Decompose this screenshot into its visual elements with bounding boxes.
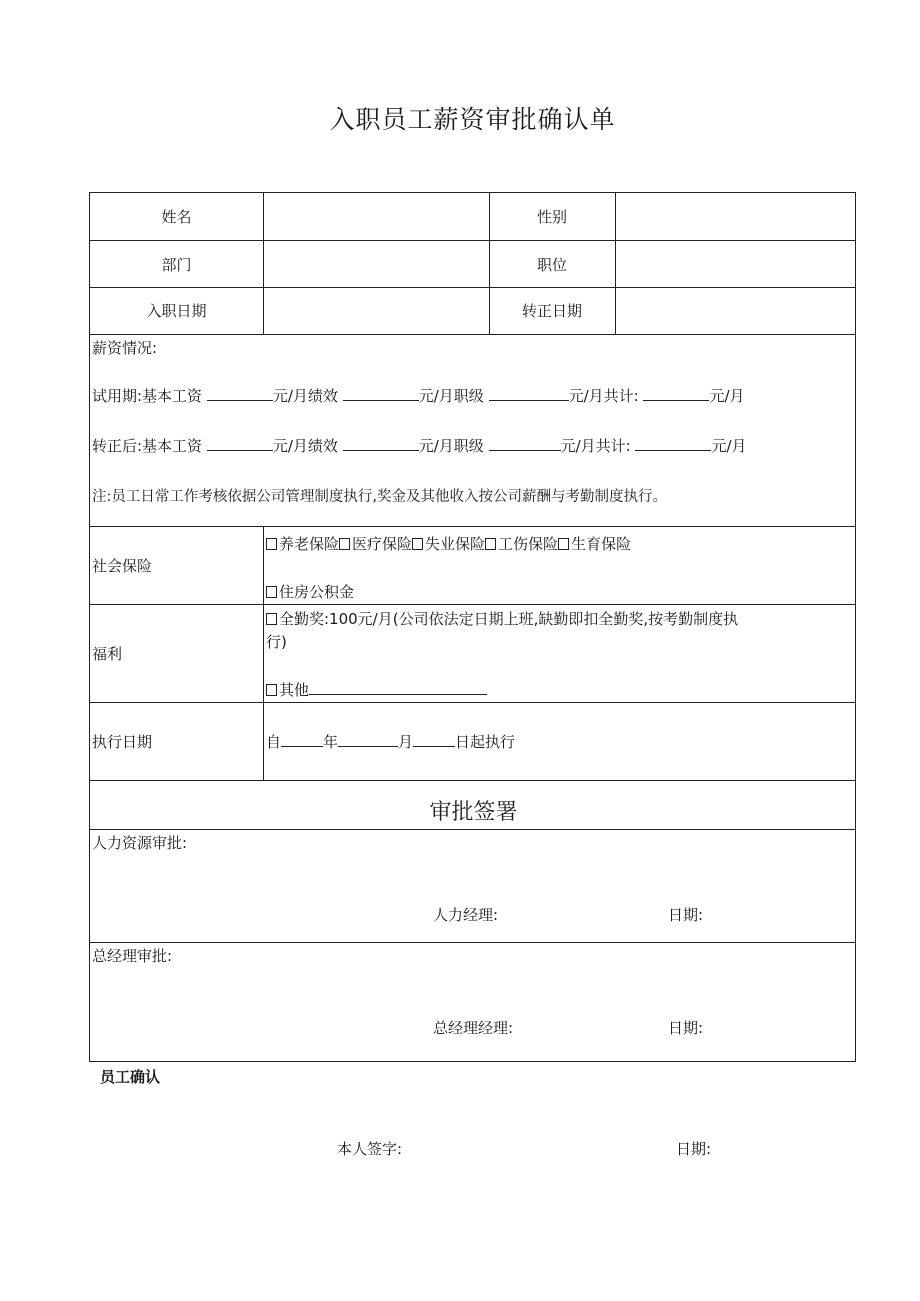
row-divider	[90, 942, 855, 943]
other-blank	[309, 680, 487, 695]
page-title: 入职员工薪资审批确认单	[329, 105, 616, 134]
blank	[343, 386, 419, 401]
attendance-line	[266, 609, 738, 629]
blank	[489, 436, 561, 451]
from-label: 自	[266, 733, 282, 751]
injury-checkbox[interactable]	[485, 538, 496, 550]
effective-label: 执行日期	[92, 733, 153, 751]
position-label: 职位	[536, 256, 567, 274]
attendance-text: 全勤奖:100元/月(公司依法定日期上班,缺勤即扣全勤奖,按考勤制度执	[279, 610, 739, 628]
employee-confirm-heading: 员工确认	[100, 1068, 161, 1086]
row-divider	[90, 604, 855, 605]
welfare-label: 福利	[92, 645, 123, 663]
regular-date-label: 转正日期	[521, 302, 582, 320]
effective-line	[266, 732, 515, 752]
blank	[343, 436, 419, 451]
col-divider	[615, 193, 616, 334]
day-blank	[413, 732, 455, 747]
other-label: 其他	[279, 681, 310, 699]
pension-checkbox[interactable]	[266, 538, 277, 550]
blank	[207, 386, 273, 401]
attendance-checkbox[interactable]	[266, 613, 277, 625]
row-divider	[90, 702, 855, 703]
col-divider	[263, 526, 264, 780]
salary-heading: 薪资情况:	[92, 339, 158, 357]
month-label: 月	[398, 733, 414, 751]
insurance-item: 失业保险	[425, 535, 486, 553]
gm-manager-label: 总经理经理:	[433, 1019, 514, 1037]
grade-label: 职级	[453, 387, 484, 405]
regular-prefix: 转正后:基本工资	[92, 437, 203, 455]
maternity-checkbox[interactable]	[558, 538, 569, 550]
dept-label: 部门	[161, 256, 192, 274]
row-divider	[90, 334, 855, 335]
unit: 元/月	[568, 387, 604, 405]
unit: 元/月	[272, 437, 308, 455]
gm-date-label: 日期:	[668, 1019, 704, 1037]
insurance-item: 生育保险	[571, 535, 632, 553]
hr-manager-label: 人力经理:	[433, 906, 499, 924]
perf-label: 绩效	[307, 387, 338, 405]
insurance-item: 医疗保险	[352, 535, 413, 553]
day-suffix: 日起执行	[455, 733, 516, 751]
regular-line	[92, 436, 747, 456]
col-divider	[263, 193, 264, 334]
total-label: 共计:	[595, 437, 631, 455]
year-blank	[281, 732, 323, 747]
other-checkbox[interactable]	[266, 684, 277, 696]
hr-approval-label: 人力资源审批:	[92, 834, 188, 852]
probation-line	[92, 386, 745, 406]
unit: 元/月	[709, 387, 745, 405]
salary-note: 注:员工日常工作考核依据公司管理制度执行,奖金及其他收入按公司薪酬与考勤制度执行。	[92, 489, 667, 505]
total-label: 共计:	[603, 387, 639, 405]
gm-approval-label: 总经理审批:	[92, 947, 173, 965]
housing-fund-line	[266, 582, 354, 602]
unit: 元/月	[711, 437, 747, 455]
insurance-item: 养老保险	[279, 535, 340, 553]
perf-label: 绩效	[307, 437, 338, 455]
row-divider	[90, 240, 855, 241]
gender-label: 性别	[536, 208, 567, 226]
hr-date-label: 日期:	[668, 906, 704, 924]
hire-date-label: 入职日期	[146, 302, 207, 320]
housing-fund-label: 住房公积金	[279, 583, 355, 601]
row-divider	[90, 780, 855, 781]
unemployment-checkbox[interactable]	[412, 538, 423, 550]
blank	[635, 436, 711, 451]
blank	[489, 386, 569, 401]
other-welfare-line	[266, 680, 487, 700]
probation-prefix: 试用期:基本工资	[92, 387, 203, 405]
insurance-label: 社会保险	[92, 557, 153, 575]
unit: 元/月	[272, 387, 308, 405]
month-blank	[338, 732, 398, 747]
name-label: 姓名	[161, 208, 192, 226]
unit: 元/月	[418, 437, 454, 455]
approval-form	[89, 192, 856, 1062]
row-divider	[90, 287, 855, 288]
signature-label: 本人签字:	[337, 1140, 403, 1158]
employee-date-label: 日期:	[676, 1140, 712, 1158]
insurance-items	[266, 534, 631, 554]
blank	[207, 436, 273, 451]
housing-fund-checkbox[interactable]	[266, 586, 277, 598]
unit: 元/月	[418, 387, 454, 405]
approval-heading: 审批签署	[429, 800, 518, 825]
year-label: 年	[323, 733, 339, 751]
row-divider	[90, 829, 855, 830]
insurance-item: 工伤保险	[498, 535, 559, 553]
blank	[643, 386, 709, 401]
unit: 元/月	[560, 437, 596, 455]
attendance-line-cont: 行)	[266, 633, 287, 651]
grade-label: 职级	[453, 437, 484, 455]
medical-checkbox[interactable]	[339, 538, 350, 550]
row-divider	[90, 526, 855, 527]
